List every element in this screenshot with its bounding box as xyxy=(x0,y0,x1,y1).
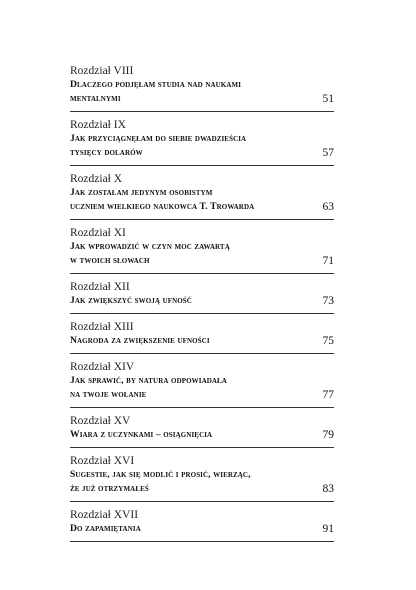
page-number: 51 xyxy=(322,93,334,105)
toc-entry xyxy=(70,454,334,502)
toc-entry xyxy=(70,226,334,274)
toc-entry xyxy=(70,118,334,166)
chapter-label: Rozdział XVII xyxy=(70,509,139,521)
toc-row xyxy=(70,334,334,354)
chapter-title-line: na twoje wołanie xyxy=(70,389,147,400)
chapter-title xyxy=(70,428,212,442)
page-number: 77 xyxy=(322,389,334,401)
chapter-title-line: Sugestie, jak się modlić i prosić, wierząc, xyxy=(70,469,251,480)
page-number: 57 xyxy=(322,147,334,159)
chapter-label: Rozdział XIV xyxy=(70,361,135,373)
chapter-title-line: uczniem wielkiego naukowca T. Trowarda xyxy=(70,201,255,212)
chapter-title-line: w twoich słowach xyxy=(70,255,150,266)
toc-row xyxy=(70,374,334,408)
chapter-title xyxy=(70,132,246,160)
chapter-label: Rozdział XII xyxy=(70,281,130,293)
chapter-title-line: mentalnymi xyxy=(70,93,121,104)
page-number: 83 xyxy=(322,483,334,495)
chapter-title-line: tysięcy dolarów xyxy=(70,147,143,158)
chapter-title xyxy=(70,374,227,402)
chapter-title xyxy=(70,240,230,268)
chapter-label: Rozdział VIII xyxy=(70,65,134,77)
chapter-title-line: Jak zwiększyć swoją ufność xyxy=(70,295,192,306)
chapter-title-line: Jak przyciągnęłam do siebie dwadzieścia xyxy=(70,133,247,144)
toc-entry xyxy=(70,280,334,314)
page-number: 73 xyxy=(322,295,334,307)
chapter-label: Rozdział IX xyxy=(70,119,126,131)
chapter-title-line: Jak zostałam jedynym osobistym xyxy=(70,187,213,198)
toc-entry xyxy=(70,320,334,354)
chapter-title xyxy=(70,186,254,214)
toc-entry xyxy=(70,360,334,408)
toc-entry xyxy=(70,508,334,542)
toc-entry xyxy=(70,172,334,220)
chapter-title xyxy=(70,522,141,536)
chapter-label: Rozdział XIII xyxy=(70,321,134,333)
table-of-contents xyxy=(70,64,334,548)
toc-row xyxy=(70,132,334,166)
chapter-label: Rozdział XVI xyxy=(70,455,135,467)
chapter-title-line: że już otrzymałeś xyxy=(70,483,149,494)
toc-entry xyxy=(70,64,334,112)
chapter-title-line: Nagroda za zwiększenie ufności xyxy=(70,335,210,346)
chapter-title-line: Jak wprowadzić w czyn moc zawartą xyxy=(70,241,230,252)
toc-row xyxy=(70,240,334,274)
page-number: 75 xyxy=(322,335,334,347)
chapter-title-line: Wiara z uczynkami – osiągnięcia xyxy=(70,429,213,440)
chapter-label: Rozdział XV xyxy=(70,415,131,427)
toc-row xyxy=(70,428,334,448)
toc-row xyxy=(70,522,334,542)
page-number: 79 xyxy=(322,429,334,441)
toc-row xyxy=(70,186,334,220)
page-number: 71 xyxy=(322,255,334,267)
chapter-label: Rozdział X xyxy=(70,173,123,185)
chapter-title xyxy=(70,294,192,308)
toc-row xyxy=(70,78,334,112)
chapter-title xyxy=(70,334,210,348)
chapter-title-line: Dlaczego podjęłam studia nad naukami xyxy=(70,79,242,90)
chapter-title xyxy=(70,78,241,106)
toc-row xyxy=(70,468,334,502)
toc-row xyxy=(70,294,334,314)
chapter-title-line: Jak sprawić, by natura odpowiadała xyxy=(70,375,227,386)
chapter-title-line: Do zapamiętania xyxy=(70,523,141,534)
page-number: 91 xyxy=(322,523,334,535)
page-number: 63 xyxy=(322,201,334,213)
toc-entry xyxy=(70,414,334,448)
chapter-title xyxy=(70,468,251,496)
chapter-label: Rozdział XI xyxy=(70,227,126,239)
